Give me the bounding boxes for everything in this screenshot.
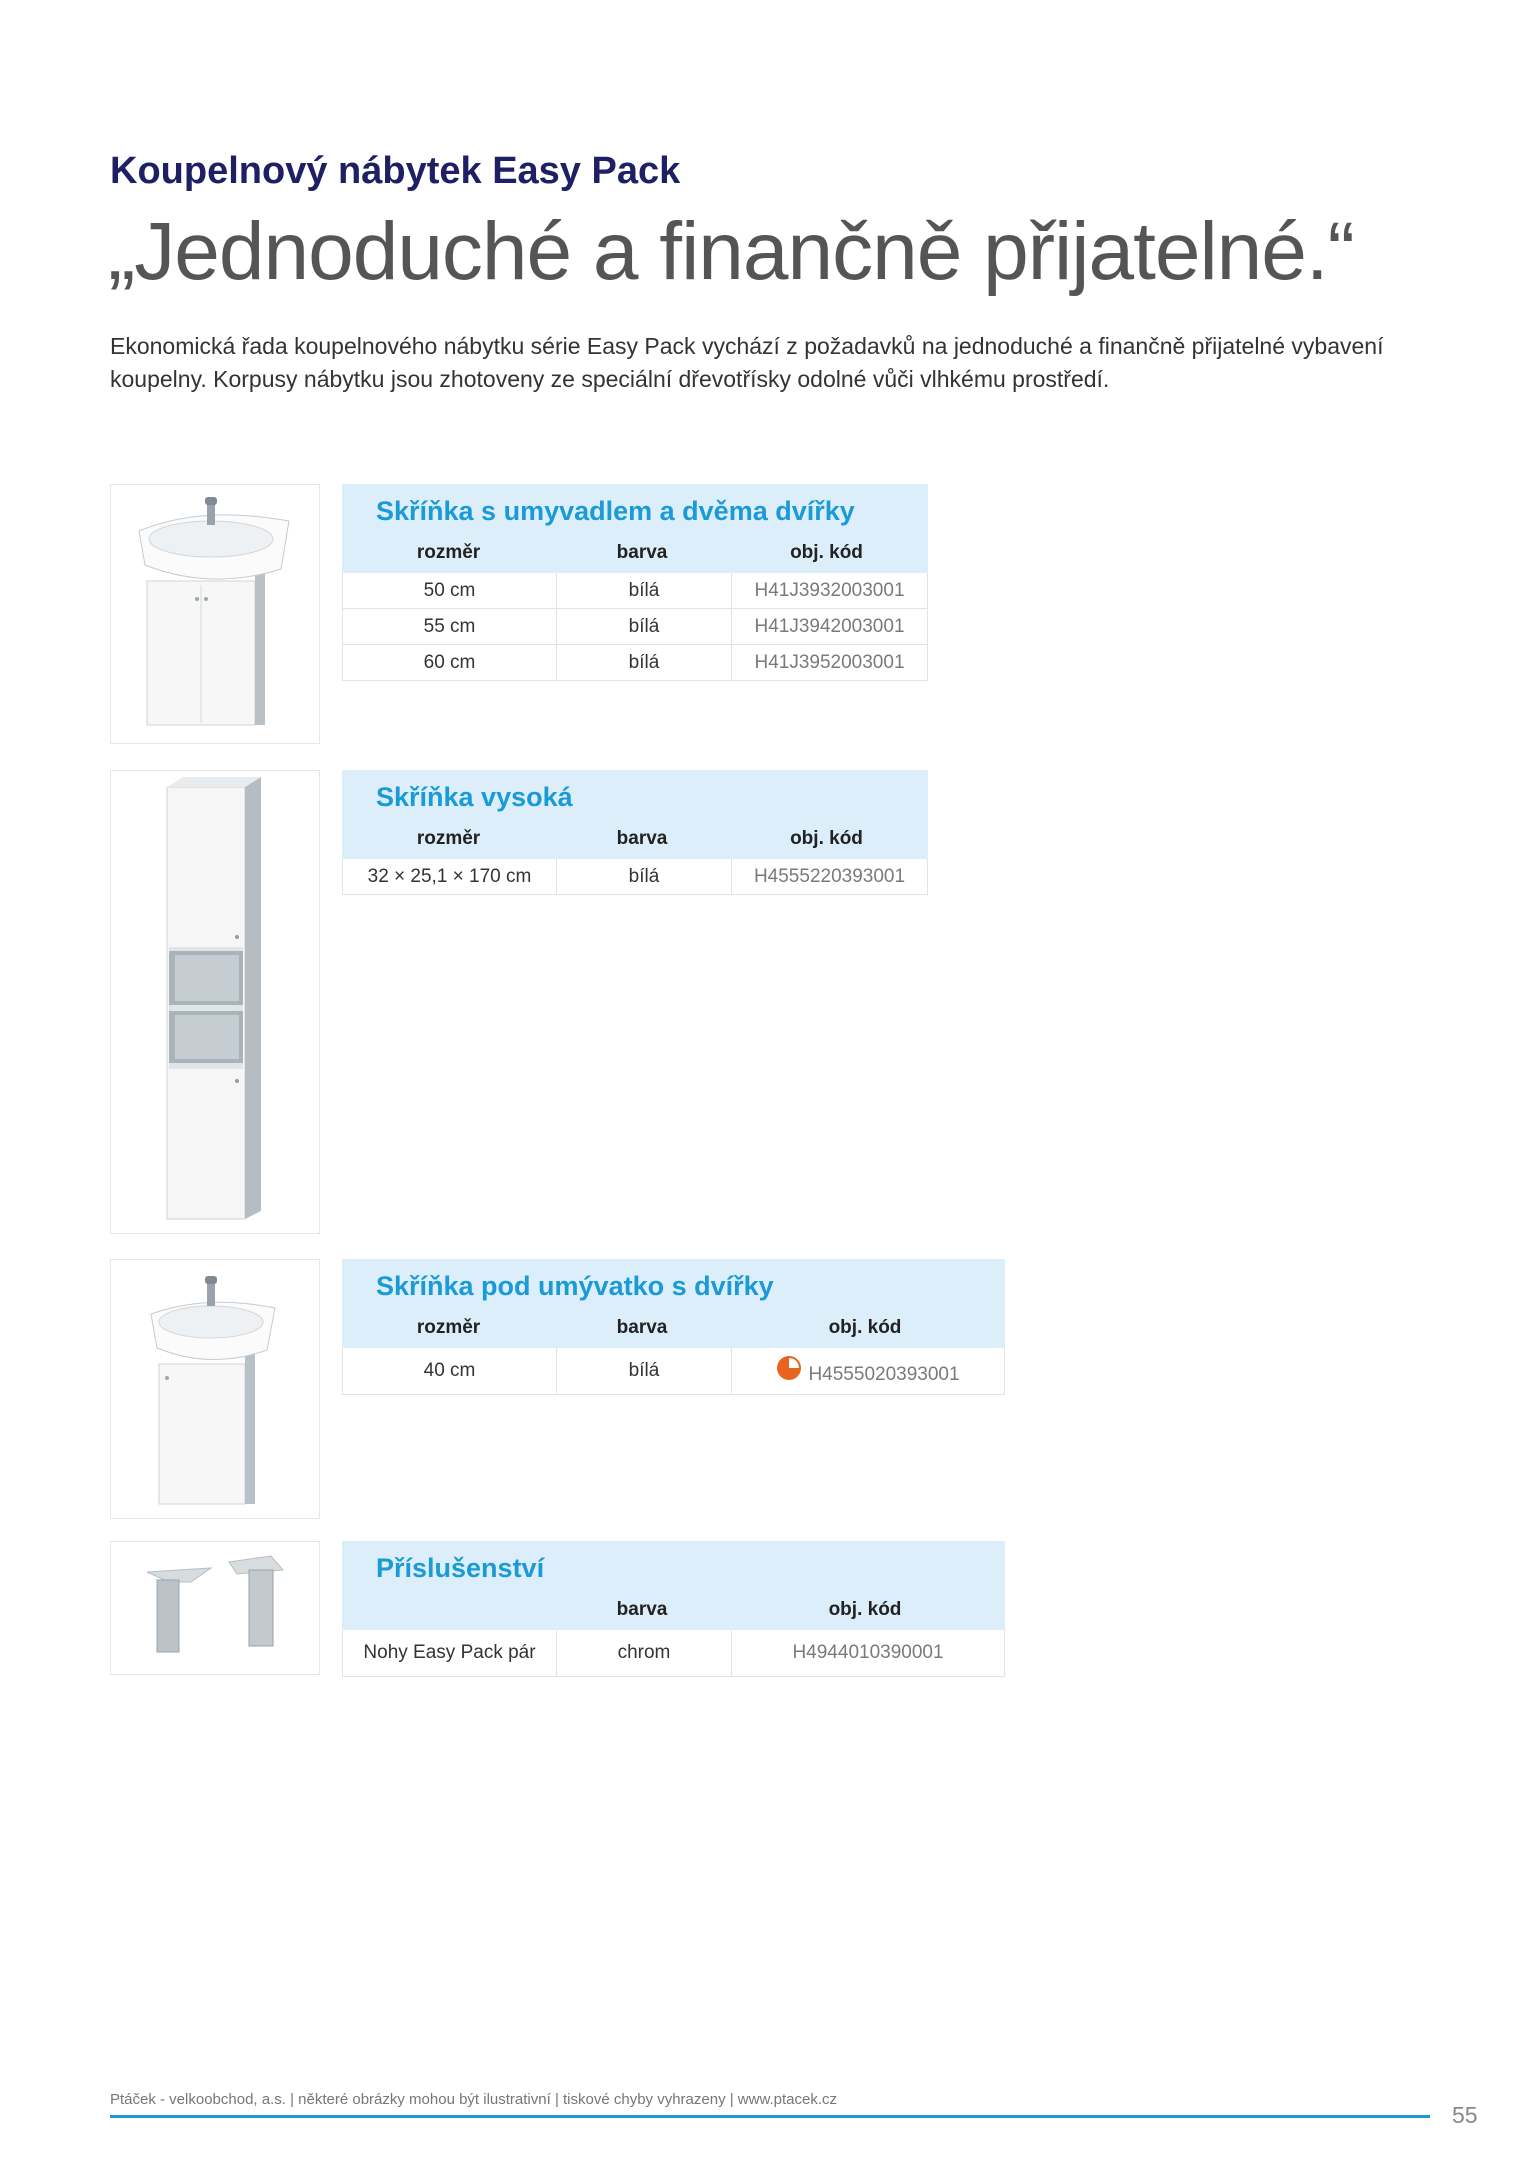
product-table-small-vanity xyxy=(342,1259,1005,1395)
product-image-tall-cabinet xyxy=(110,770,320,1234)
product-image-vanity-two-doors xyxy=(110,484,320,744)
product-image-legs xyxy=(110,1541,320,1675)
page-number: 55 xyxy=(1452,2102,1478,2128)
product-table-accessories xyxy=(342,1541,1005,1677)
cell-color: bílá xyxy=(557,859,732,894)
product-title: Příslušenství xyxy=(376,1553,545,1583)
cell-code-with-icon xyxy=(732,1348,1005,1394)
col-header-color: barva xyxy=(616,1316,668,1338)
col-header-size: rozměr xyxy=(416,541,481,563)
col-header-code: obj. kód xyxy=(790,827,863,849)
cell-color: bílá xyxy=(557,573,732,608)
table-row xyxy=(342,645,928,681)
product-title: Skříňka s umyvadlem a dvěma dvířky xyxy=(376,496,855,526)
page-heading: Koupelnový nábytek Easy Pack xyxy=(110,150,681,192)
col-header-code: obj. kód xyxy=(828,1598,902,1620)
cell-color: bílá xyxy=(557,645,732,680)
col-header-code: obj. kód xyxy=(828,1316,902,1338)
product-table-tall-cabinet xyxy=(342,770,928,895)
cell-code: H41J3952003001 xyxy=(732,645,928,680)
col-header-size: rozměr xyxy=(416,1316,481,1338)
cell-code: H41J3932003001 xyxy=(732,573,928,608)
cell-size: 55 cm xyxy=(342,609,557,644)
product-image-small-vanity xyxy=(110,1259,320,1519)
col-header-color: barva xyxy=(616,541,668,563)
cell-code: H41J3942003001 xyxy=(732,609,928,644)
cell-code: H4555020393001 xyxy=(808,1364,960,1385)
page-quote: „Jednoduché a finančně přijatelné.“ xyxy=(108,206,1354,297)
cell-code: H4944010390001 xyxy=(732,1630,1005,1676)
col-header-color: barva xyxy=(616,1598,668,1620)
cell-size: 32 × 25,1 × 170 cm xyxy=(342,859,557,894)
orange-clock-icon xyxy=(776,1355,802,1381)
table-row xyxy=(342,859,928,895)
product-title: Skříňka vysoká xyxy=(376,782,573,812)
cell-name: Nohy Easy Pack pár xyxy=(342,1630,557,1676)
table-row xyxy=(342,1348,1005,1395)
intro-paragraph: Ekonomická řada koupelnového nábytku série Easy Pack vychází z požadavků na jednoduché a finančně přijatelné vybavení koupelny. Korpusy nábytku jsou zhotoveny ze speciální dřevotřísky odolné vůči vlhkému prostředí. xyxy=(110,333,1384,392)
cell-color: bílá xyxy=(557,1348,732,1394)
footer-divider xyxy=(110,2115,1430,2118)
cell-size: 40 cm xyxy=(342,1348,557,1394)
table-row xyxy=(342,609,928,645)
col-header-color: barva xyxy=(616,827,668,849)
cell-size: 60 cm xyxy=(342,645,557,680)
cell-size: 50 cm xyxy=(342,573,557,608)
cell-code: H4555220393001 xyxy=(732,859,928,894)
col-header-size: rozměr xyxy=(416,827,481,849)
table-row xyxy=(342,1630,1005,1677)
col-header-code: obj. kód xyxy=(790,541,863,563)
cell-color: bílá xyxy=(557,609,732,644)
footer-text: Ptáček - velkoobchod, a.s. | některé obrázky mohou být ilustrativní | tiskové chyby vyhrazeny | www.ptacek.cz xyxy=(110,2091,838,2108)
product-table-vanity-two-doors xyxy=(342,484,928,681)
product-title: Skříňka pod umývatko s dvířky xyxy=(376,1271,774,1301)
table-row xyxy=(342,573,928,609)
cell-color: chrom xyxy=(557,1630,732,1676)
